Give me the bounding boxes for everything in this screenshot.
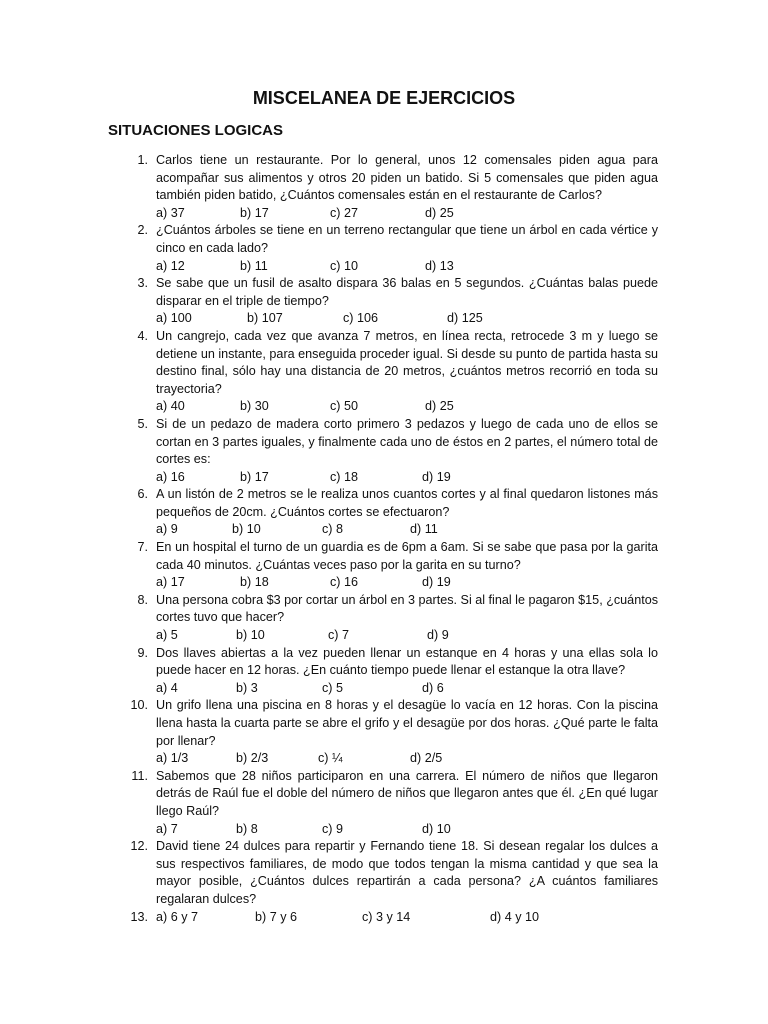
problem-item bbox=[0, 328, 768, 416]
answer-options bbox=[156, 627, 768, 645]
option-a: a) 16 bbox=[156, 469, 185, 484]
section-heading: SITUACIONES LOGICAS bbox=[108, 122, 284, 139]
option-d: d) 19 bbox=[422, 469, 451, 484]
option-a: a) 12 bbox=[156, 258, 185, 273]
answer-options bbox=[156, 258, 768, 276]
problem-number: 8. bbox=[137, 592, 148, 607]
option-a: a) 6 y 7 bbox=[156, 909, 198, 924]
problem-number: 2. bbox=[137, 223, 148, 238]
problem-list bbox=[0, 152, 768, 926]
problem-number: 13. bbox=[130, 909, 148, 924]
problem-number: 1. bbox=[137, 153, 148, 167]
answer-options bbox=[156, 521, 768, 539]
option-d: d) 25 bbox=[425, 205, 454, 220]
problem-text: En un hospital el turno de un guardia es de 6pm a 6am. Si se sabe que pasa por la garita cada 40 minutos. ¿Cuántas veces paso por la garita en su turno? bbox=[156, 540, 658, 572]
option-b: b) 10 bbox=[232, 522, 261, 537]
problem-item bbox=[0, 222, 768, 275]
option-c: c) 16 bbox=[330, 575, 358, 590]
option-c: c) 9 bbox=[322, 821, 343, 836]
option-d: d) 11 bbox=[410, 522, 438, 537]
answer-options bbox=[156, 205, 768, 223]
problem-item bbox=[0, 486, 768, 539]
option-a: a) 37 bbox=[156, 205, 185, 220]
answer-options bbox=[156, 469, 768, 487]
problem-number: 10. bbox=[130, 698, 148, 713]
answer-options bbox=[156, 680, 768, 698]
option-b: b) 10 bbox=[236, 628, 265, 643]
problem-text: Un cangrejo, cada vez que avanza 7 metros, en línea recta, retrocede 3 m y luego se detiene un instante, para enseguida proceder igual. Si desde su punto de partida hasta su destino final, sólo hay una distancia de 20 metros, ¿cuántos metros recorrió en toda su trayectoria? bbox=[156, 328, 659, 396]
problem-item bbox=[0, 909, 768, 927]
option-a: a) 100 bbox=[156, 311, 192, 326]
option-c: c) 3 y 14 bbox=[362, 909, 411, 924]
problem-number: 9. bbox=[137, 645, 148, 660]
answer-options bbox=[156, 398, 768, 416]
option-b: b) 30 bbox=[240, 399, 269, 414]
option-d: d) 6 bbox=[422, 680, 444, 695]
option-c: c) 27 bbox=[330, 205, 358, 220]
problem-text: Dos llaves abiertas a la vez pueden llenar un estanque en 4 horas y una ellas sola lo puede hacer en 12 horas. ¿En cuánto tiempo puede llenar el estanque la otra llave? bbox=[156, 645, 658, 678]
answer-options bbox=[156, 750, 768, 768]
answer-options bbox=[156, 909, 768, 927]
problem-number: 6. bbox=[137, 487, 148, 502]
problem-number: 4. bbox=[137, 328, 148, 343]
option-d: d) 4 y 10 bbox=[490, 909, 540, 924]
problem-item bbox=[0, 539, 768, 592]
answer-options bbox=[156, 574, 768, 592]
option-b: b) 17 bbox=[240, 205, 269, 220]
option-a: a) 4 bbox=[156, 680, 178, 695]
option-b: b) 2/3 bbox=[236, 751, 269, 766]
option-d: d) 19 bbox=[422, 575, 451, 590]
option-b: b) 3 bbox=[236, 680, 258, 695]
problem-item bbox=[0, 697, 768, 767]
answer-options bbox=[156, 821, 768, 839]
problem-text: Sabemos que 28 niños participaron en una carrera. El número de niños que llegaron detrás de Raúl fue el doble del número de niños que llegaron antes que él. ¿En qué lugar llego Raúl? bbox=[156, 768, 658, 818]
option-c: c) 7 bbox=[328, 628, 349, 643]
option-b: b) 107 bbox=[247, 311, 283, 326]
problem-item bbox=[0, 152, 768, 222]
option-a: a) 17 bbox=[156, 575, 185, 590]
problem-text: Se sabe que un fusil de asalto dispara 36 balas en 5 segundos. ¿Cuántas balas puede disparar en el triple de tiempo? bbox=[156, 276, 658, 308]
option-b: b) 11 bbox=[240, 258, 268, 273]
option-d: d) 125 bbox=[447, 311, 483, 326]
problem-number: 3. bbox=[137, 276, 148, 291]
option-d: d) 25 bbox=[425, 399, 454, 414]
option-a: a) 1/3 bbox=[156, 751, 189, 766]
problem-text: A un listón de 2 metros se le realiza unos cuantos cortes y al final quedaron listones más pequeños de 20cm. ¿Cuántos cortes se efectuaron? bbox=[156, 487, 658, 519]
problem-text: ¿Cuántos árboles se tiene en un terreno rectangular que tiene un árbol en cada vértice y cinco en cada lado? bbox=[156, 223, 658, 255]
option-c: c) 5 bbox=[322, 680, 343, 695]
option-c: c) 8 bbox=[322, 522, 343, 537]
answer-options bbox=[156, 310, 768, 328]
option-a: a) 7 bbox=[156, 821, 178, 836]
option-a: a) 9 bbox=[156, 522, 178, 537]
problem-text: Si de un pedazo de madera corto primero 3 pedazos y luego de cada uno de ellos se cortan en 3 partes iguales, y finalmente cada uno de éstos en 2 partes, el número total de cortes es: bbox=[156, 416, 658, 467]
option-d: d) 10 bbox=[422, 821, 451, 836]
option-c: c) 106 bbox=[343, 311, 379, 326]
option-b: b) 7 y 6 bbox=[255, 909, 297, 924]
option-c: c) 10 bbox=[330, 258, 358, 273]
option-b: b) 8 bbox=[236, 821, 258, 836]
option-a: a) 5 bbox=[156, 628, 178, 643]
option-b: b) 17 bbox=[240, 469, 269, 484]
problem-item bbox=[0, 838, 768, 908]
problem-text: Un grifo llena una piscina en 8 horas y el desagüe lo vacía en 12 horas. Con la piscina llena hasta la cuarta parte se abre el grifo y el desagüe por dos horas. ¿Qué parte le falta por llenar? bbox=[156, 698, 658, 748]
problem-text: Una persona cobra $3 por cortar un árbol en 3 partes. Si al final le pagaron $15, ¿cuántos cortes tuvo que hacer? bbox=[156, 592, 658, 625]
option-a: a) 40 bbox=[156, 399, 185, 414]
problem-item bbox=[0, 416, 768, 486]
option-d: d) 2/5 bbox=[410, 751, 443, 766]
option-c: c) ¼ bbox=[318, 751, 343, 766]
problem-number: 7. bbox=[137, 540, 148, 555]
option-d: d) 13 bbox=[425, 258, 454, 273]
problem-number: 11. bbox=[131, 768, 148, 783]
option-b: b) 18 bbox=[240, 575, 269, 590]
problem-number: 12. bbox=[130, 839, 148, 854]
option-c: c) 50 bbox=[330, 399, 358, 414]
option-c: c) 18 bbox=[330, 469, 358, 484]
option-d: d) 9 bbox=[427, 628, 449, 643]
problem-item bbox=[0, 592, 768, 645]
page-title: MISCELANEA DE EJERCICIOS bbox=[252, 88, 516, 108]
problem-item bbox=[0, 768, 768, 838]
problem-number: 5. bbox=[137, 416, 148, 431]
problem-item bbox=[0, 275, 768, 328]
problem-text: David tiene 24 dulces para repartir y Fernando tiene 18. Si desean regalar los dulces a sus respectivos familiares, de modo que todos tengan la misma cantidad y que sea la mayor posible, ¿Cuántos dulces repartirán a cada persona? ¿A cuántos familiares regalaran dulces? bbox=[156, 839, 658, 906]
problem-item bbox=[0, 645, 768, 698]
problem-text: Carlos tiene un restaurante. Por lo general, unos 12 comensales piden agua para acompañar sus alimentos y otros 20 piden un batido. Si 5 comensales que piden agua también piden batido, ¿Cuántos comensales están en el restaurante de Carlos? bbox=[156, 153, 658, 203]
